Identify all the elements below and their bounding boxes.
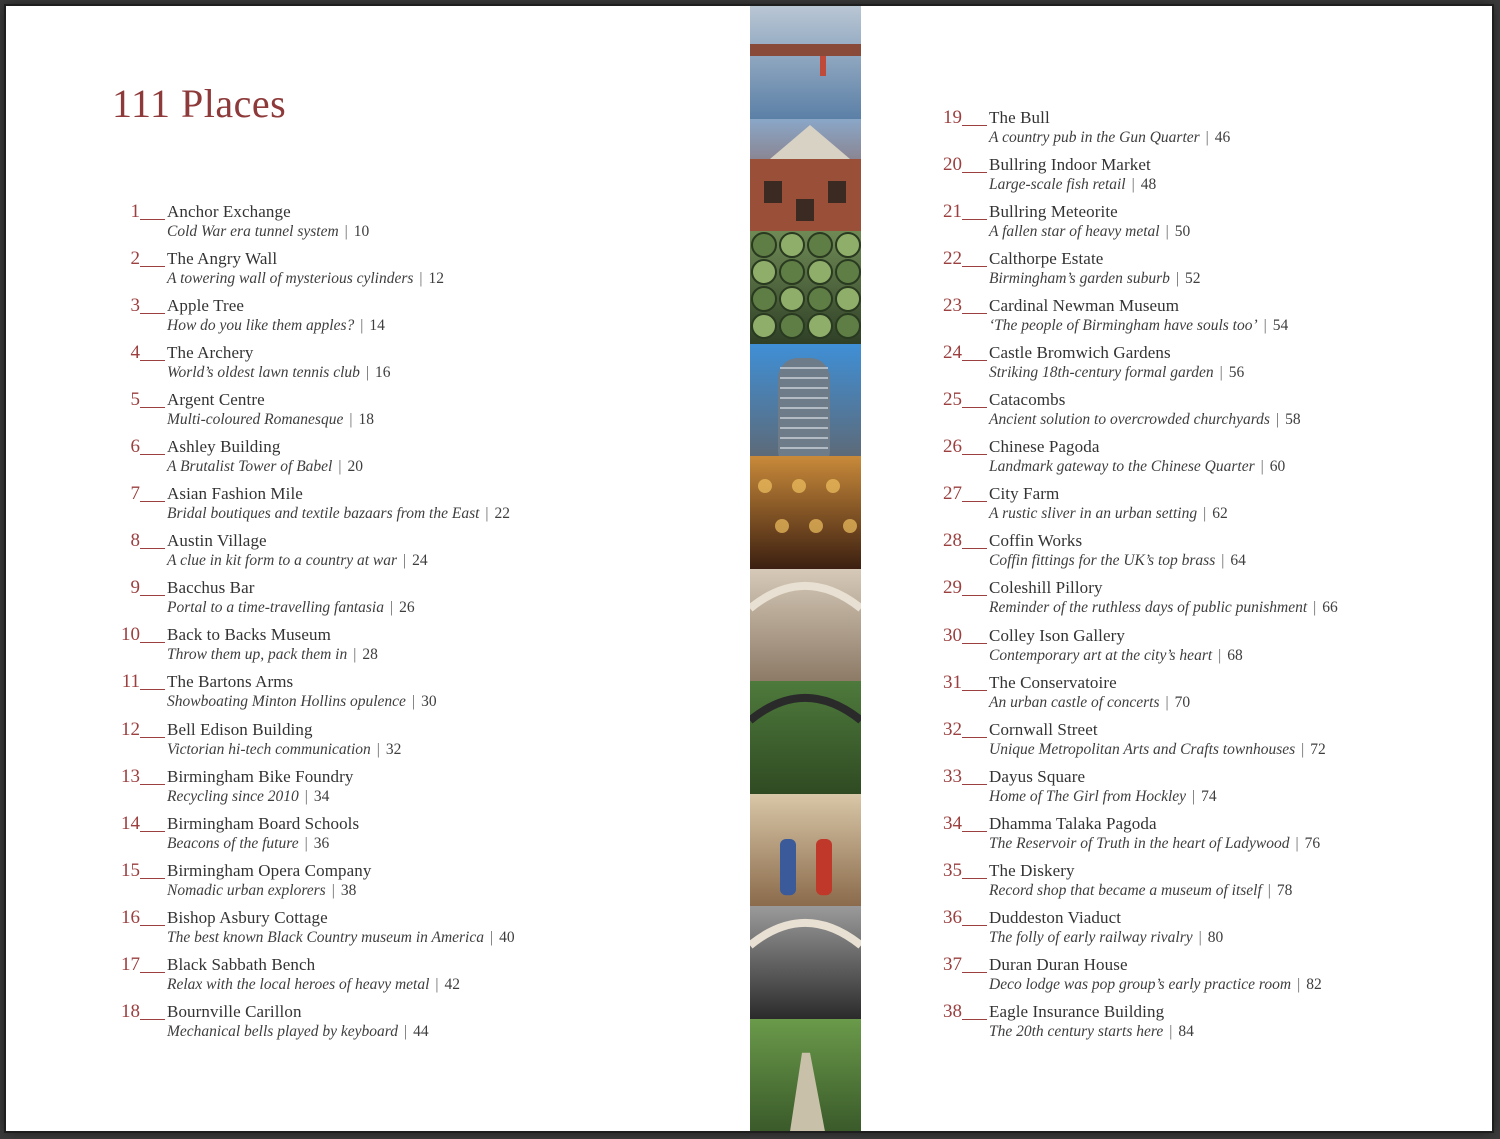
entry-leader-line [140, 360, 165, 361]
entry-leader-line [140, 642, 165, 643]
entry-number: 14 [121, 812, 140, 834]
separator: | [1198, 928, 1202, 946]
page-number: 48 [1140, 176, 1157, 194]
page-number: 24 [412, 552, 428, 570]
page-number: 80 [1207, 928, 1224, 946]
entry-number: 23 [943, 295, 962, 317]
separator: | [435, 975, 439, 993]
entry-subtitle [167, 882, 356, 900]
entry-leader-line [140, 595, 165, 596]
separator: | [1275, 411, 1280, 429]
entry-number: 10 [121, 624, 140, 646]
separator: | [331, 881, 335, 899]
entry-description: Birmingham’s garden suburb [989, 270, 1170, 288]
entry-leader-line [140, 407, 165, 408]
entry-name: Birmingham Board Schools [167, 813, 360, 833]
separator: | [490, 928, 494, 946]
entry-name: The Angry Wall [167, 249, 278, 269]
entry-name: Bullring Indoor Market [989, 155, 1151, 175]
entry-leader-line [140, 219, 165, 220]
separator: | [360, 317, 364, 335]
separator: | [1221, 552, 1225, 570]
page-number: 38 [340, 881, 357, 899]
entry-name: Anchor Exchange [167, 202, 291, 221]
page-number: 74 [1201, 787, 1217, 805]
entry-name: Birmingham Bike Foundry [167, 766, 354, 786]
separator: | [304, 834, 308, 852]
entry-number: 8 [130, 530, 140, 552]
page-number: 20 [347, 458, 363, 476]
entry-description: Coffin fittings for the UK’s top brass [989, 552, 1216, 570]
separator: | [1205, 129, 1209, 146]
entry-subtitle [989, 317, 1288, 335]
entry-leader-line [962, 548, 987, 549]
separator: | [1260, 458, 1264, 476]
entry-leader-line [140, 454, 165, 455]
entry-name: Cornwall Street [989, 719, 1098, 739]
entry-number: 38 [943, 1000, 962, 1022]
entry-description: Recycling since 2010 [167, 787, 299, 805]
entry-description: Throw them up, pack them in [167, 646, 348, 664]
separator: | [390, 599, 394, 617]
page-number: 16 [375, 364, 391, 382]
entry-subtitle [989, 129, 1230, 147]
entry-number: 12 [121, 718, 140, 740]
entry-subtitle [989, 835, 1320, 853]
entry-number: 21 [943, 201, 962, 223]
entry-number: 2 [130, 248, 140, 270]
entry-name: The Bartons Arms [167, 672, 294, 692]
page-number: 60 [1269, 458, 1286, 476]
page-number: 76 [1304, 834, 1321, 852]
entry-description: Record shop that became a museum of itself [989, 881, 1262, 899]
separator: | [1301, 740, 1305, 758]
entry-leader-line [140, 548, 165, 549]
separator: | [353, 646, 357, 664]
entry-number: 25 [943, 389, 962, 411]
entry-number: 18 [121, 1000, 140, 1022]
round-tower-photo [750, 344, 861, 458]
entry-leader-line [962, 690, 987, 691]
page-number: 72 [1310, 740, 1326, 758]
entry-leader-line [140, 501, 165, 502]
entry-name: Duran Duran House [989, 954, 1128, 974]
separator: | [1169, 1022, 1173, 1040]
entry-description: Bridal boutiques and textile bazaars from the East [167, 505, 480, 523]
page-number: 64 [1230, 552, 1246, 570]
photo-texture [750, 906, 861, 1019]
separator: | [1192, 787, 1196, 805]
separator: | [349, 411, 353, 429]
entry-subtitle [989, 788, 1217, 806]
entry-subtitle [167, 599, 415, 617]
separator: | [1295, 834, 1299, 852]
entry-description: Victorian hi-tech communication [167, 740, 371, 758]
photo-texture [750, 344, 861, 457]
page-number: 62 [1212, 505, 1228, 523]
entry-name: Colley Ison Gallery [989, 625, 1125, 645]
entry-leader-line [962, 1019, 987, 1020]
entry-subtitle [167, 646, 378, 664]
page-number: 30 [421, 693, 437, 711]
entry-subtitle [989, 1023, 1194, 1041]
separator: | [1219, 364, 1223, 382]
entry-leader-line [140, 972, 165, 973]
photo-texture [750, 119, 861, 232]
entry-leader-line [962, 219, 987, 220]
ornate-interior-photo [750, 456, 861, 570]
entry-subtitle [989, 364, 1244, 382]
entry-name: Chinese Pagoda [989, 437, 1100, 457]
entry-subtitle [989, 505, 1228, 523]
canal-water-photo [750, 6, 861, 120]
photo-texture [750, 681, 861, 794]
entry-leader-line [962, 643, 987, 644]
photo-texture [750, 1019, 861, 1132]
entry-leader-line [140, 784, 165, 785]
separator: | [1313, 599, 1317, 617]
entry-description: An urban castle of concerts [989, 693, 1160, 711]
entry-number: 16 [121, 906, 140, 928]
separator: | [376, 740, 380, 758]
entry-leader-line [962, 125, 987, 126]
separator: | [1263, 317, 1267, 335]
entry-name: Back to Backs Museum [167, 625, 331, 645]
page-number: 50 [1174, 223, 1191, 241]
entry-number: 11 [121, 671, 140, 693]
entry-number: 30 [943, 624, 962, 646]
entry-subtitle [167, 505, 510, 523]
entry-subtitle [989, 929, 1223, 947]
entry-number: 33 [943, 765, 962, 787]
page-number: 36 [313, 834, 330, 852]
entry-leader-line [962, 407, 987, 408]
entry-number: 24 [943, 342, 962, 364]
entry-description: The best known Black Country museum in America [167, 928, 484, 946]
page-number: 34 [313, 787, 330, 805]
page-number: 12 [428, 270, 445, 288]
entry-description: Ancient solution to overcrowded churchyards [989, 411, 1270, 429]
cylinder-wall-photo [750, 231, 861, 345]
entry-leader-line [962, 595, 987, 596]
photo-strip [750, 6, 861, 1131]
entry-subtitle [167, 741, 401, 759]
separator: | [1175, 270, 1179, 288]
entry-subtitle [989, 176, 1156, 194]
separator: | [1165, 693, 1169, 711]
garden-path-photo [750, 1019, 861, 1132]
entry-description: World’s oldest lawn tennis club [167, 364, 360, 382]
viaduct-trees-photo [750, 681, 861, 795]
entry-subtitle [167, 364, 391, 382]
page-number: 78 [1276, 881, 1293, 899]
entry-leader-line [140, 689, 165, 690]
entry-name: Coffin Works [989, 531, 1083, 551]
entry-name: Calthorpe Estate [989, 249, 1104, 269]
entry-description: A towering wall of mysterious cylinders [167, 270, 414, 288]
entry-leader-line [962, 501, 987, 502]
entry-number: 17 [121, 953, 140, 975]
separator: | [1203, 505, 1207, 523]
entry-leader-line [962, 172, 987, 173]
entry-description: Striking 18th-century formal garden [989, 364, 1214, 382]
entry-number: 4 [130, 342, 140, 364]
brick-house-photo [750, 119, 861, 233]
entry-number: 1 [130, 201, 140, 222]
entry-number: 9 [130, 577, 140, 599]
entry-number: 37 [943, 953, 962, 975]
entry-leader-line [962, 831, 987, 832]
separator: | [403, 1022, 408, 1040]
entry-leader-line [140, 313, 165, 314]
entry-name: Bournville Carillon [167, 1001, 302, 1021]
entry-subtitle [167, 411, 374, 429]
entry-description: Cold War era tunnel system [167, 223, 339, 240]
entry-name: Eagle Insurance Building [989, 1001, 1165, 1021]
page-number: 66 [1322, 599, 1338, 617]
page-number: 68 [1227, 646, 1243, 664]
page-number: 10 [353, 223, 370, 240]
entry-leader-line [962, 925, 987, 926]
entry-name: Ashley Building [167, 437, 281, 457]
page-number: 22 [494, 505, 511, 523]
entry-name: Catacombs [989, 390, 1066, 410]
page-number: 32 [385, 740, 402, 758]
entry-leader-line [962, 313, 987, 314]
entry-name: Dhamma Talaka Pagoda [989, 813, 1157, 833]
separator: | [344, 223, 348, 240]
entry-number: 28 [943, 530, 962, 552]
entry-leader-line [962, 266, 987, 267]
separator: | [1131, 176, 1135, 194]
page-number: 46 [1214, 129, 1231, 146]
entry-number: 27 [943, 483, 962, 505]
photo-texture [750, 231, 861, 344]
entry-number: 34 [943, 812, 962, 834]
entry-description: Portal to a time-travelling fantasia [167, 599, 384, 617]
entry-description: A clue in kit form to a country at war [167, 552, 398, 570]
entry-description: Multi-coloured Romanesque [167, 411, 344, 429]
entry-leader-line [962, 454, 987, 455]
separator: | [485, 505, 489, 523]
entry-description: How do you like them apples? [167, 317, 355, 335]
entry-subtitle [989, 458, 1285, 476]
separator: | [1267, 881, 1271, 899]
photo-texture [750, 6, 861, 119]
arched-ceiling-photo [750, 569, 861, 683]
entry-leader-line [140, 925, 165, 926]
entry-name: The Diskery [989, 860, 1075, 880]
entry-subtitle [167, 929, 515, 947]
entry-name: Black Sabbath Bench [167, 954, 316, 974]
entry-name: Argent Centre [167, 390, 265, 410]
entry-subtitle [989, 552, 1246, 570]
entry-name: Duddeston Viaduct [989, 907, 1122, 927]
entry-leader-line [962, 737, 987, 738]
entry-leader-line [962, 360, 987, 361]
entry-name: Apple Tree [167, 296, 245, 316]
page-number: 82 [1306, 975, 1322, 993]
entry-leader-line [140, 831, 165, 832]
separator: | [411, 693, 416, 711]
entry-subtitle [989, 882, 1292, 900]
entry-subtitle [167, 552, 428, 570]
entry-description: Deco lodge was pop group’s early practice room [989, 975, 1292, 993]
entry-number: 7 [130, 483, 140, 505]
entry-number: 3 [130, 295, 140, 317]
separator: | [338, 458, 342, 476]
entry-name: Austin Village [167, 531, 267, 551]
page-number: 28 [362, 646, 378, 664]
entry-name: The Bull [989, 108, 1050, 127]
page-number: 84 [1178, 1022, 1194, 1040]
separator: | [304, 787, 308, 805]
entry-number: 26 [943, 436, 962, 458]
page-number: 14 [369, 317, 385, 335]
entry-subtitle [167, 835, 329, 853]
entry-subtitle [989, 741, 1326, 759]
photo-texture [750, 794, 861, 907]
entry-name: Bishop Asbury Cottage [167, 907, 328, 927]
entry-leader-line [962, 878, 987, 879]
entry-number: 36 [943, 906, 962, 928]
entry-name: City Farm [989, 484, 1060, 504]
entry-name: Dayus Square [989, 766, 1086, 786]
page-number: 26 [399, 599, 415, 617]
separator: | [1297, 975, 1301, 993]
entry-number: 20 [943, 154, 962, 176]
entry-number: 19 [943, 107, 962, 128]
entry-subtitle [989, 976, 1322, 994]
separator: | [1165, 223, 1169, 241]
entry-description: The Reservoir of Truth in the heart of Ladywood [989, 834, 1290, 852]
entry-description: A country pub in the Gun Quarter [989, 129, 1200, 146]
entry-name: Bullring Meteorite [989, 202, 1118, 222]
entry-description: Home of The Girl from Hockley [989, 787, 1187, 805]
entry-name: Bacchus Bar [167, 578, 255, 598]
page-number: 52 [1184, 270, 1201, 288]
entry-subtitle [167, 1023, 429, 1041]
entry-leader-line [140, 1019, 165, 1020]
entry-description: ‘The people of Birmingham have souls too’ [989, 317, 1258, 335]
page-number: 70 [1174, 693, 1191, 711]
entry-subtitle [989, 223, 1190, 241]
page-number: 40 [499, 928, 515, 946]
entry-name: Asian Fashion Mile [167, 484, 303, 504]
entry-subtitle [167, 270, 444, 288]
page-number: 54 [1272, 317, 1289, 335]
entry-name: Birmingham Opera Company [167, 860, 372, 880]
entry-number: 31 [943, 671, 962, 693]
entry-number: 35 [943, 859, 962, 881]
entry-subtitle [167, 223, 369, 241]
entry-description: Relax with the local heroes of heavy metal [167, 975, 430, 993]
entry-number: 22 [943, 248, 962, 270]
photo-texture [750, 569, 861, 682]
entry-name: The Archery [167, 343, 254, 363]
entry-description: Reminder of the ruthless days of public punishment [989, 599, 1308, 617]
separator: | [403, 552, 407, 570]
entry-name: Bell Edison Building [167, 719, 313, 739]
page-number: 18 [358, 411, 374, 429]
book-spread [6, 6, 1492, 1131]
page-title: 111 Places [112, 81, 287, 126]
entry-description: Unique Metropolitan Arts and Crafts townhouses [989, 740, 1296, 758]
entry-name: Coleshill Pillory [989, 578, 1103, 598]
photo-texture [750, 456, 861, 569]
entry-number: 29 [943, 577, 962, 599]
separator: | [419, 270, 423, 288]
entry-description: Landmark gateway to the Chinese Quarter [989, 458, 1255, 476]
entry-subtitle [167, 458, 363, 476]
page-number: 58 [1285, 411, 1301, 429]
entry-number: 13 [121, 765, 140, 787]
entry-subtitle [167, 317, 385, 335]
entry-description: Contemporary art at the city’s heart [989, 646, 1213, 664]
entry-description: Mechanical bells played by keyboard [167, 1022, 398, 1040]
entry-description: The folly of early railway rivalry [989, 928, 1193, 946]
entry-subtitle [989, 694, 1190, 712]
entry-name: Cardinal Newman Museum [989, 296, 1180, 316]
entry-description: Nomadic urban explorers [167, 881, 326, 899]
entry-name: The Conservatoire [989, 672, 1117, 692]
entry-subtitle [167, 788, 329, 806]
entry-number: 6 [130, 436, 140, 458]
entry-subtitle [167, 976, 460, 994]
page-number: 56 [1228, 364, 1245, 382]
entry-description: Showboating Minton Hollins opulence [167, 693, 406, 711]
entry-description: Beacons of the future [167, 834, 299, 852]
entry-leader-line [140, 878, 165, 879]
entry-description: A Brutalist Tower of Babel [167, 458, 333, 476]
catacomb-arches-photo [750, 906, 861, 1020]
page-number: 42 [444, 975, 461, 993]
entry-number: 15 [121, 859, 140, 881]
entry-subtitle [167, 693, 437, 711]
entry-number: 5 [130, 389, 140, 411]
entry-description: A rustic sliver in an urban setting [989, 505, 1198, 523]
entry-subtitle [989, 411, 1301, 429]
entry-leader-line [140, 266, 165, 267]
entry-description: Large-scale fish retail [989, 176, 1126, 194]
entry-subtitle [989, 647, 1243, 665]
entry-leader-line [140, 737, 165, 738]
entry-subtitle [989, 599, 1338, 617]
entry-subtitle [989, 270, 1200, 288]
entry-name: Castle Bromwich Gardens [989, 343, 1171, 363]
entry-description: A fallen star of heavy metal [989, 223, 1160, 241]
entry-leader-line [962, 784, 987, 785]
separator: | [365, 364, 370, 382]
entry-leader-line [962, 972, 987, 973]
entry-number: 32 [943, 718, 962, 740]
entry-description: The 20th century starts here [989, 1022, 1164, 1040]
museum-gallery-photo [750, 794, 861, 908]
page-number: 44 [413, 1022, 429, 1040]
separator: | [1218, 646, 1222, 664]
